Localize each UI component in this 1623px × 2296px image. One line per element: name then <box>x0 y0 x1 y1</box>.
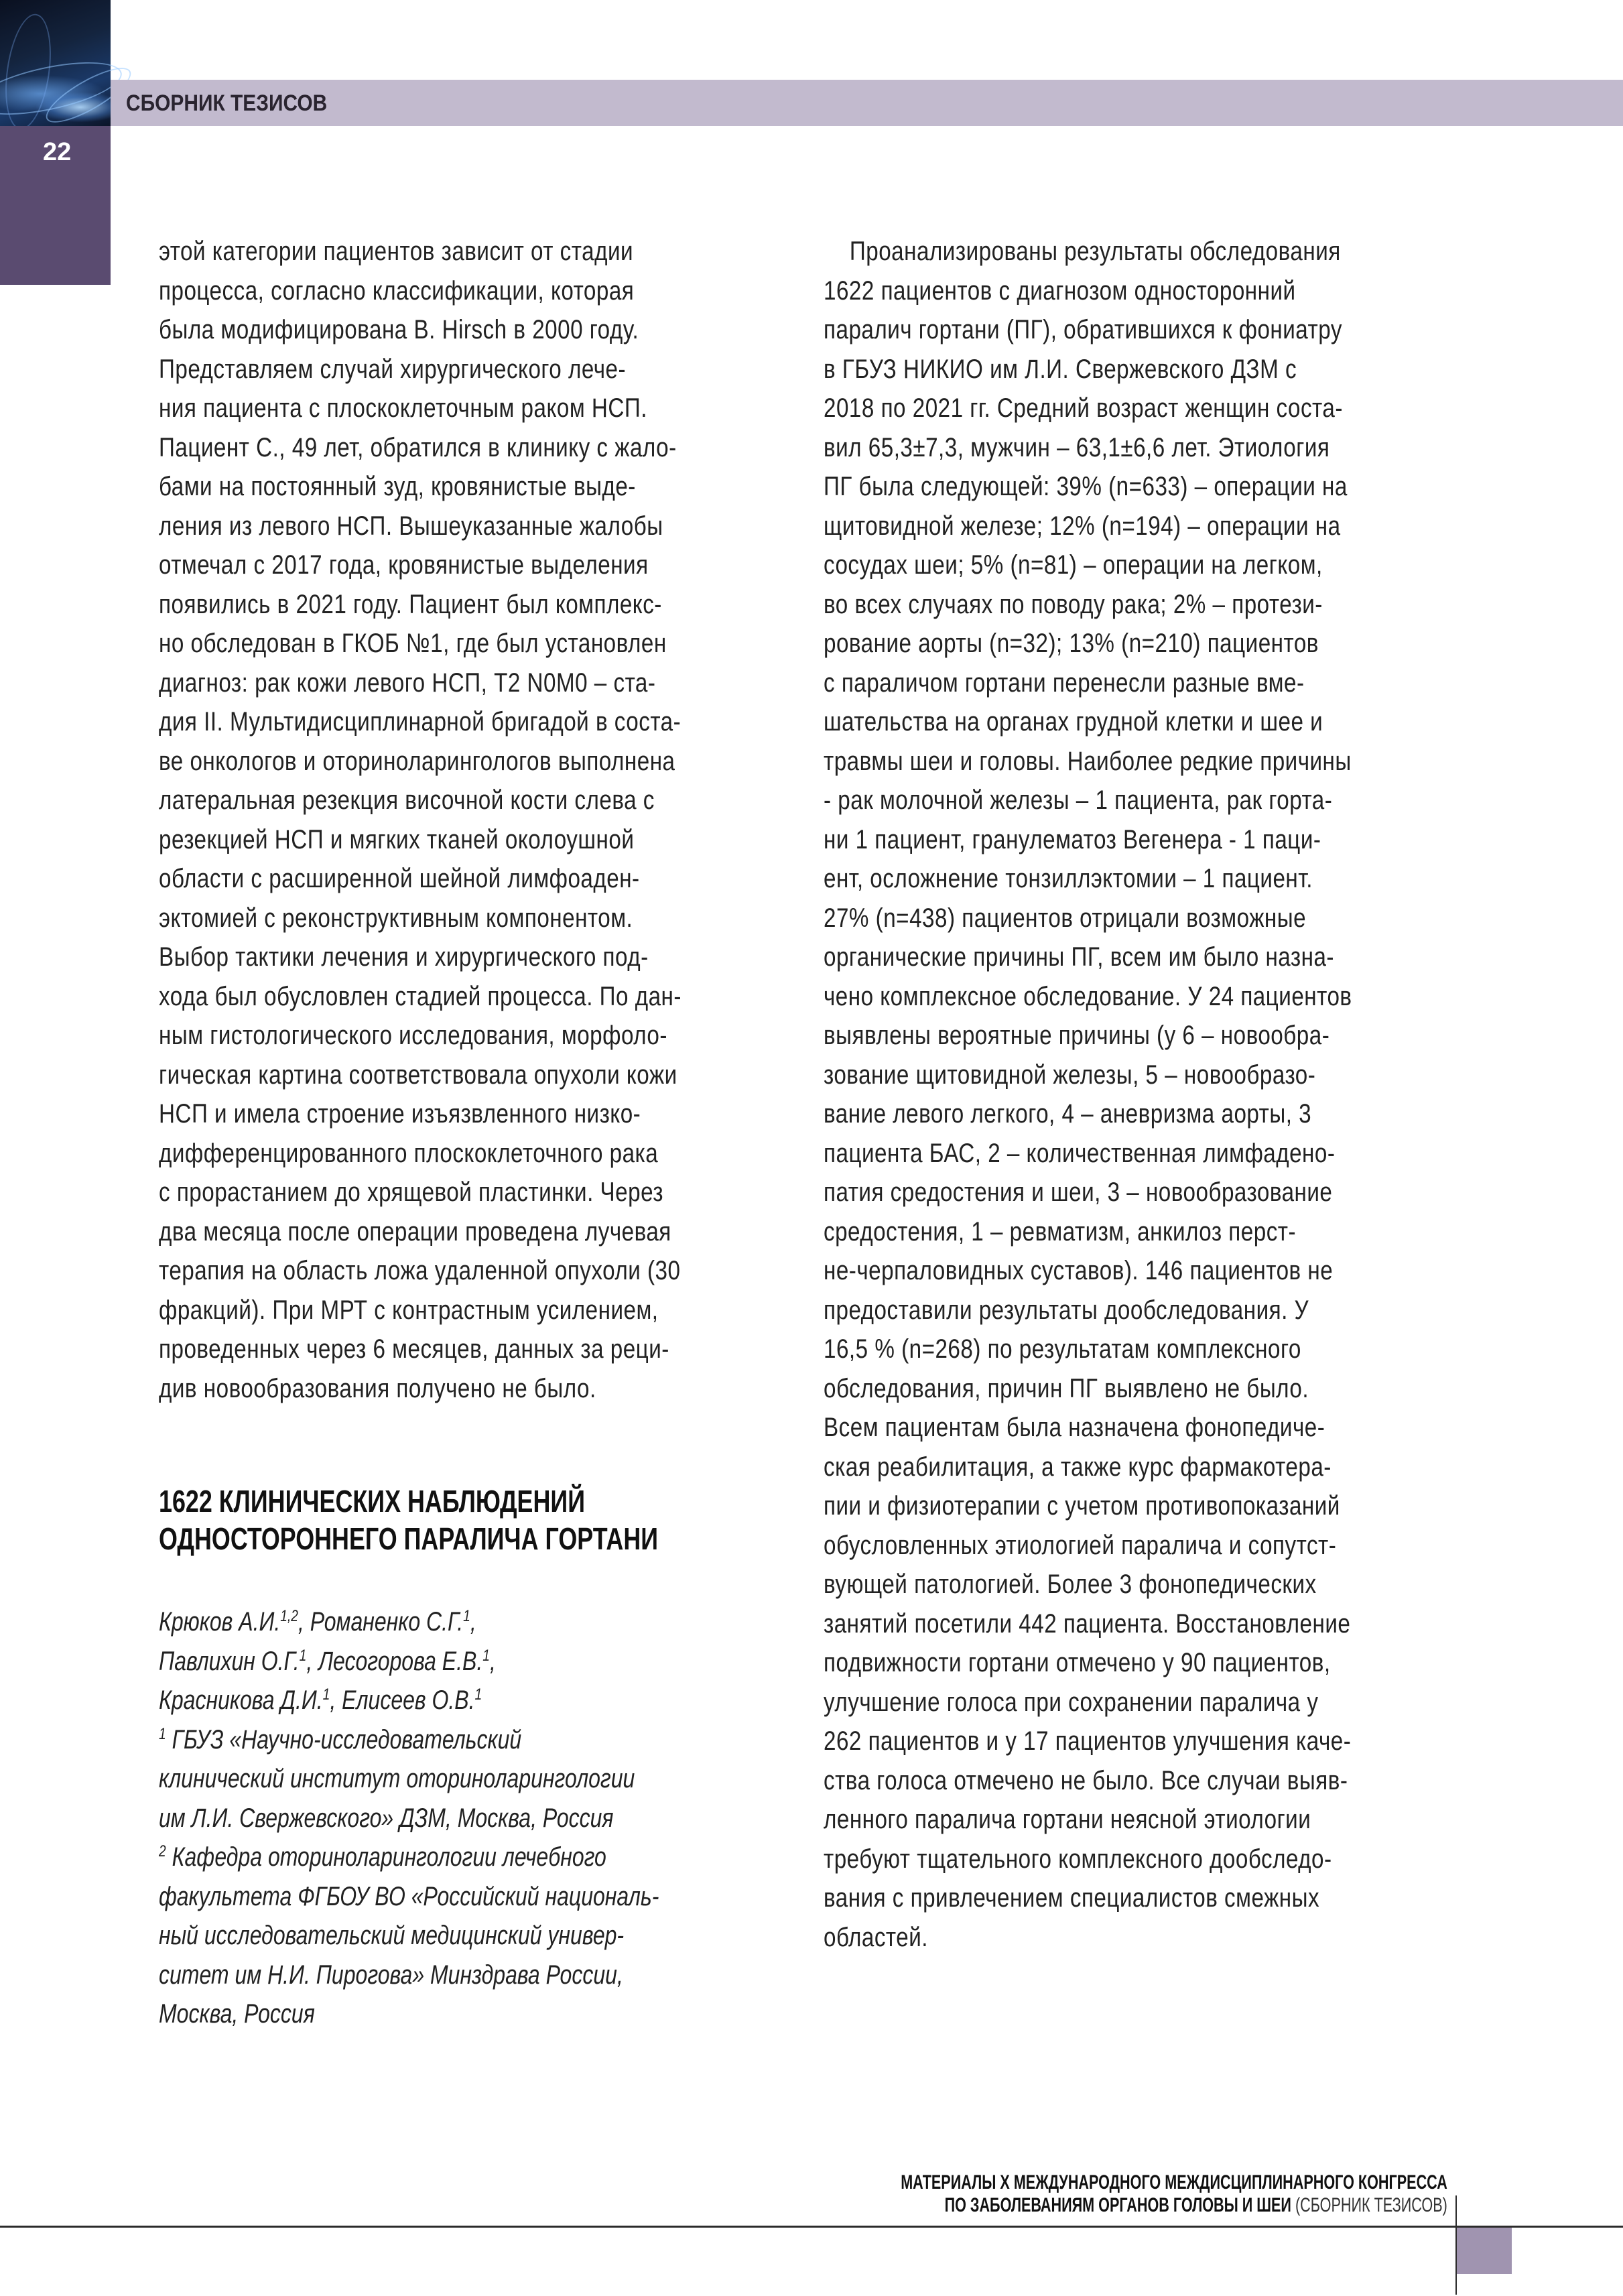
text-line: требуют тщательного комплексного дообследо- <box>824 1844 1332 1874</box>
affiliation-line: ный исследовательский медицинский универ- <box>159 1921 625 1950</box>
text-line: с параличом гортани перенесли разные вме- <box>824 667 1305 698</box>
text-line: проведенных через 6 месяцев, данных за реци- <box>159 1334 669 1364</box>
text-line: ПГ была следующей: 39% (n=633) – операции на <box>824 472 1348 501</box>
text-line: ве онкологов и оториноларингологов выполнена <box>159 746 675 776</box>
text-line: была модифицирована B. Hirsch в 2000 году. <box>159 315 639 344</box>
right-column <box>824 232 1457 1957</box>
text-line: ным гистологического исследования, морфоло- <box>159 1021 667 1050</box>
affiliation-line: им Л.И. Свержевского» ДЗМ, Москва, Россия <box>159 1803 614 1833</box>
text-line: обусловленных этиологией паралича и сопутст- <box>824 1530 1337 1560</box>
text-line: областей. <box>824 1922 928 1952</box>
text-line: занятий посетили 442 пациента. Восстановление <box>824 1608 1351 1639</box>
affiliation-marker: 1 <box>474 1685 482 1704</box>
text-line: 27% (n=438) пациентов отрицали возможные <box>824 903 1307 933</box>
text-line: зование щитовидной железы, 5 – новообразо- <box>824 1060 1316 1090</box>
footer-main-text: ПО ЗАБОЛЕВАНИЯМ ОРГАНОВ ГОЛОВЫ И ШЕИ <box>944 2194 1292 2216</box>
affiliation-text: Кафедра оториноларингологии лечебного <box>172 1842 606 1872</box>
header-band <box>111 80 1623 126</box>
author-name: Красникова Д.И. <box>159 1685 323 1715</box>
text-line: паралич гортани (ПГ), обратившихся к фониатру <box>824 315 1342 344</box>
text-line: дифференцированного плоскоклеточного рака <box>159 1138 659 1168</box>
text-line: 2018 по 2021 гг. Средний возраст женщин соста- <box>824 393 1343 423</box>
text-line: резекцией НСП и мягких тканей околоушной <box>159 824 635 854</box>
author-line <box>159 1602 673 1642</box>
text-line: органические причины ПГ, всем им было назна- <box>824 942 1334 972</box>
footer-rule <box>0 2226 1623 2228</box>
affiliation-marker: 1 <box>322 1685 330 1704</box>
text-line: с прорастанием до хрящевой пластинки. Через <box>159 1177 664 1207</box>
text-line: Представляем случай хирургического лече- <box>159 354 627 384</box>
text-line: улучшение голоса при сохранении паралича у <box>824 1687 1319 1717</box>
text-line: хода был обусловлен стадией процесса. По дан- <box>159 981 681 1011</box>
footer-sub-text: (СБОРНИК ТЕЗИСОВ) <box>1295 2194 1447 2216</box>
author-line <box>159 1681 673 1720</box>
text-line: 16,5 % (n=268) по результатам комплексного <box>824 1334 1301 1364</box>
footer-journal-title <box>688 2171 1447 2217</box>
text-line: див новообразования получено не было. <box>159 1373 596 1403</box>
text-line: не-черпаловидных суставов). 146 пациентов не <box>824 1256 1334 1285</box>
text-line: Проанализированы результаты обследования <box>824 237 1341 266</box>
author-name: , Елисеев О.В. <box>330 1685 475 1715</box>
text-line: травмы шеи и головы. Наиболее редкие причины <box>824 746 1352 776</box>
text-line: фракций). При МРТ с контрастным усилением, <box>159 1295 659 1325</box>
article-title-line: 1622 КЛИНИЧЕСКИХ НАБЛЮДЕНИЙ <box>159 1484 585 1519</box>
author-name: , Лесогорова Е.В. <box>306 1646 483 1676</box>
text-line: предоставили результаты дообследования. У <box>824 1295 1309 1325</box>
footer-line: МАТЕРИАЛЫ X МЕЖДУНАРОДНОГО МЕЖДИСЦИПЛИНАРНОГО КОНГРЕССА <box>901 2171 1447 2193</box>
text-line: НСП и имела строение изъязвленного низко- <box>159 1099 641 1129</box>
text-line: диагноз: рак кожи левого НСП, T2 N0M0 – ста- <box>159 667 656 698</box>
text-line: появились в 2021 году. Пациент был комплекс- <box>159 589 662 619</box>
text-line: чено комплексное обследование. У 24 пациентов <box>824 981 1352 1011</box>
text-line: дия II. Мультидисциплинарной бригадой в соста- <box>159 707 681 737</box>
affiliation-line: ситет им Н.И. Пирогова» Минздрава России, <box>159 1960 623 1990</box>
article-title-line: ОДНОСТОРОННЕГО ПАРАЛИЧА ГОРТАНИ <box>159 1521 659 1556</box>
affiliation-line: факультета ФГБОУ ВО «Российский националь- <box>159 1881 659 1911</box>
text-line: вание левого легкого, 4 – аневризма аорты, 3 <box>824 1099 1312 1129</box>
text-line: два месяца после операции проведена лучевая <box>159 1216 671 1247</box>
text-line: выявлены вероятные причины (у 6 – новообра- <box>824 1021 1330 1050</box>
text-line: но обследован в ГКОБ №1, где был установлен <box>159 629 667 658</box>
text-line: ленного паралича гортани неясной этиологии <box>824 1805 1311 1834</box>
text-line: ская реабилитация, а также курс фармакотера- <box>824 1452 1332 1482</box>
text-line: в ГБУЗ НИКИО им Л.И. Свержевского ДЗМ с <box>824 354 1297 384</box>
author-name: Крюков А.И. <box>159 1607 281 1637</box>
affiliation-line: клинический институт оториноларингологии <box>159 1764 635 1793</box>
author-name: Павлихин О.Г. <box>159 1646 300 1676</box>
text-line: Выбор тактики лечения и хирургического под- <box>159 942 649 972</box>
text-line: во всех случаях по поводу рака; 2% – протези- <box>824 589 1323 619</box>
affiliation-marker: 1 <box>463 1607 470 1625</box>
text-line: рование аорты (n=32); 13% (n=210) пациентов <box>824 629 1319 658</box>
affiliation-marker: 2 <box>159 1842 166 1860</box>
text-line: процесса, согласно классификации, которая <box>159 275 635 306</box>
text-line: ент, осложнение тонзиллэктомии – 1 пациент. <box>824 864 1313 893</box>
text-line: вующей патологией. Более 3 фонопедических <box>824 1570 1317 1599</box>
page-number: 22 <box>43 138 72 166</box>
text-line: пациента БАС, 2 – количественная лимфадено- <box>824 1138 1336 1168</box>
footer-line <box>901 2194 1447 2217</box>
text-line: бами на постоянный зуд, кровянистые выде- <box>159 472 636 501</box>
affiliation-marker: 1 <box>482 1646 490 1665</box>
text-line: латеральная резекция височной кости слева с <box>159 785 655 815</box>
text-line: сосудах шеи; 5% (n=81) – операции на легком, <box>824 550 1323 580</box>
text-line: ни 1 пациент, гранулематоз Вегенера - 1 паци- <box>824 824 1321 854</box>
text-line: ства голоса отмечено не было. Все случаи выяв- <box>824 1765 1348 1795</box>
affiliation-line: Москва, Россия <box>159 1999 315 2029</box>
text-line: эктомией с реконструктивным компонентом. <box>159 903 633 933</box>
author-name: , Романенко С.Г. <box>298 1607 464 1637</box>
text-line: Пациент С., 49 лет, обратился в клинику с жало- <box>159 432 677 462</box>
text-line: Всем пациентам была назначена фонопедиче- <box>824 1413 1325 1442</box>
text-line: отмечал с 2017 года, кровянистые выделения <box>159 550 649 580</box>
text-line: средостения, 1 – ревматизм, анкилоз перст- <box>824 1216 1297 1247</box>
text-line: пии и физиотерапии с учетом противопоказаний <box>824 1491 1340 1521</box>
text-line: области с расширенной шейной лимфоаден- <box>159 864 640 893</box>
text-line: вания с привлечением специалистов смежных <box>824 1883 1320 1913</box>
authors-block <box>159 1602 802 2034</box>
affiliation-line <box>159 1838 673 1877</box>
author-line <box>159 1642 673 1681</box>
affiliation-line <box>159 1720 673 1760</box>
affiliation-text: ГБУЗ «Научно-исследовательский <box>172 1724 522 1755</box>
affiliation-marker: 1 <box>299 1646 307 1665</box>
text-line: терапия на область ложа удаленной опухоли (30 <box>159 1256 681 1285</box>
affiliation-marker: 1 <box>159 1724 166 1743</box>
text-line: щитовидной железе; 12% (n=194) – операции на <box>824 511 1341 541</box>
text-line: - рак молочной железы – 1 пациента, рак горта- <box>824 785 1333 815</box>
text-line: обследования, причин ПГ выявлено не было. <box>824 1373 1309 1403</box>
separator: , <box>470 1607 476 1637</box>
left-column <box>159 232 791 1408</box>
text-line: этой категории пациентов зависит от стадии <box>159 237 634 266</box>
text-line: подвижности гортани отмечено у 90 пациентов, <box>824 1648 1331 1677</box>
text-line: гическая картина соответствовала опухоли кожи <box>159 1060 677 1090</box>
article-title <box>159 1482 829 1557</box>
text-line: 1622 пациентов с диагнозом односторонний <box>824 275 1296 306</box>
footer-color-block <box>1457 2228 1512 2274</box>
text-line: вил 65,3±7,3, мужчин – 63,1±6,6 лет. Этиология <box>824 432 1330 462</box>
text-line: ления из левого НСП. Вышеуказанные жалобы <box>159 511 663 541</box>
separator: , <box>489 1646 496 1676</box>
text-line: ния пациента с плоскоклеточным раком НСП. <box>159 393 647 423</box>
decorative-header-image <box>0 0 111 126</box>
text-line: патия средостения и шеи, 3 – новообразование <box>824 1177 1333 1207</box>
text-line: 262 пациентов и у 17 пациентов улучшения каче- <box>824 1726 1352 1756</box>
section-title: СБОРНИК ТЕЗИСОВ <box>126 90 328 116</box>
text-line: шательства на органах грудной клетки и шее и <box>824 707 1323 737</box>
affiliation-marker: 1,2 <box>280 1607 298 1625</box>
